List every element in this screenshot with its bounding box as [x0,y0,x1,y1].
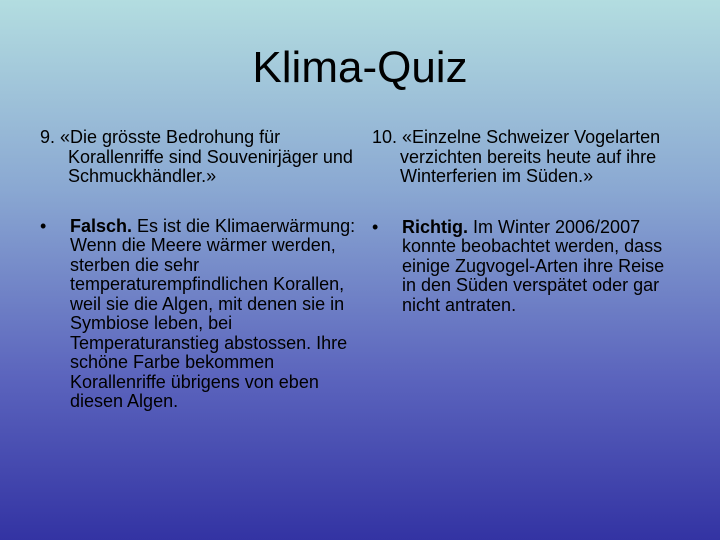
question-9-column [40,128,360,412]
answer-9-bullet [40,217,360,412]
answer-10-explanation: Im Winter 2006/2007 konnte beobachtet werden, dass einige Zugvogel-Arten ihre Reise in den Süden verspätet oder gar nicht antraten. [402,216,665,315]
bullet-dot-icon: • [372,216,379,237]
slide-title: Klima-Quiz [252,43,468,92]
answer-10-bullet [372,218,672,316]
answer-9-verdict: Falsch. [70,215,133,236]
bullet-dot-icon: • [40,215,47,236]
answer-10-verdict: Richtig. [402,216,468,237]
answer-9-explanation: Es ist die Klimaerwärmung: Wenn die Meere wärmer werden, sterben die sehr temperaturempfindlichen Korallen, weil sie die Algen, mit denen sie in Symbiose leben, bei Temperaturanstieg abstossen. Ihre schöne Farbe bekommen Korallenriffe übrigens von eben diesen Algen. [70,215,356,411]
question-10-text: 10. «Einzelne Schweizer Vogelarten verzichten bereits heute auf ihre Winterferien im Süden.» [372,127,661,186]
question-9-text: 9. «Die grösste Bedrohung für Korallenriffe sind Souvenirjäger und Schmuckhändler.» [40,127,353,186]
question-10-column [372,128,672,315]
